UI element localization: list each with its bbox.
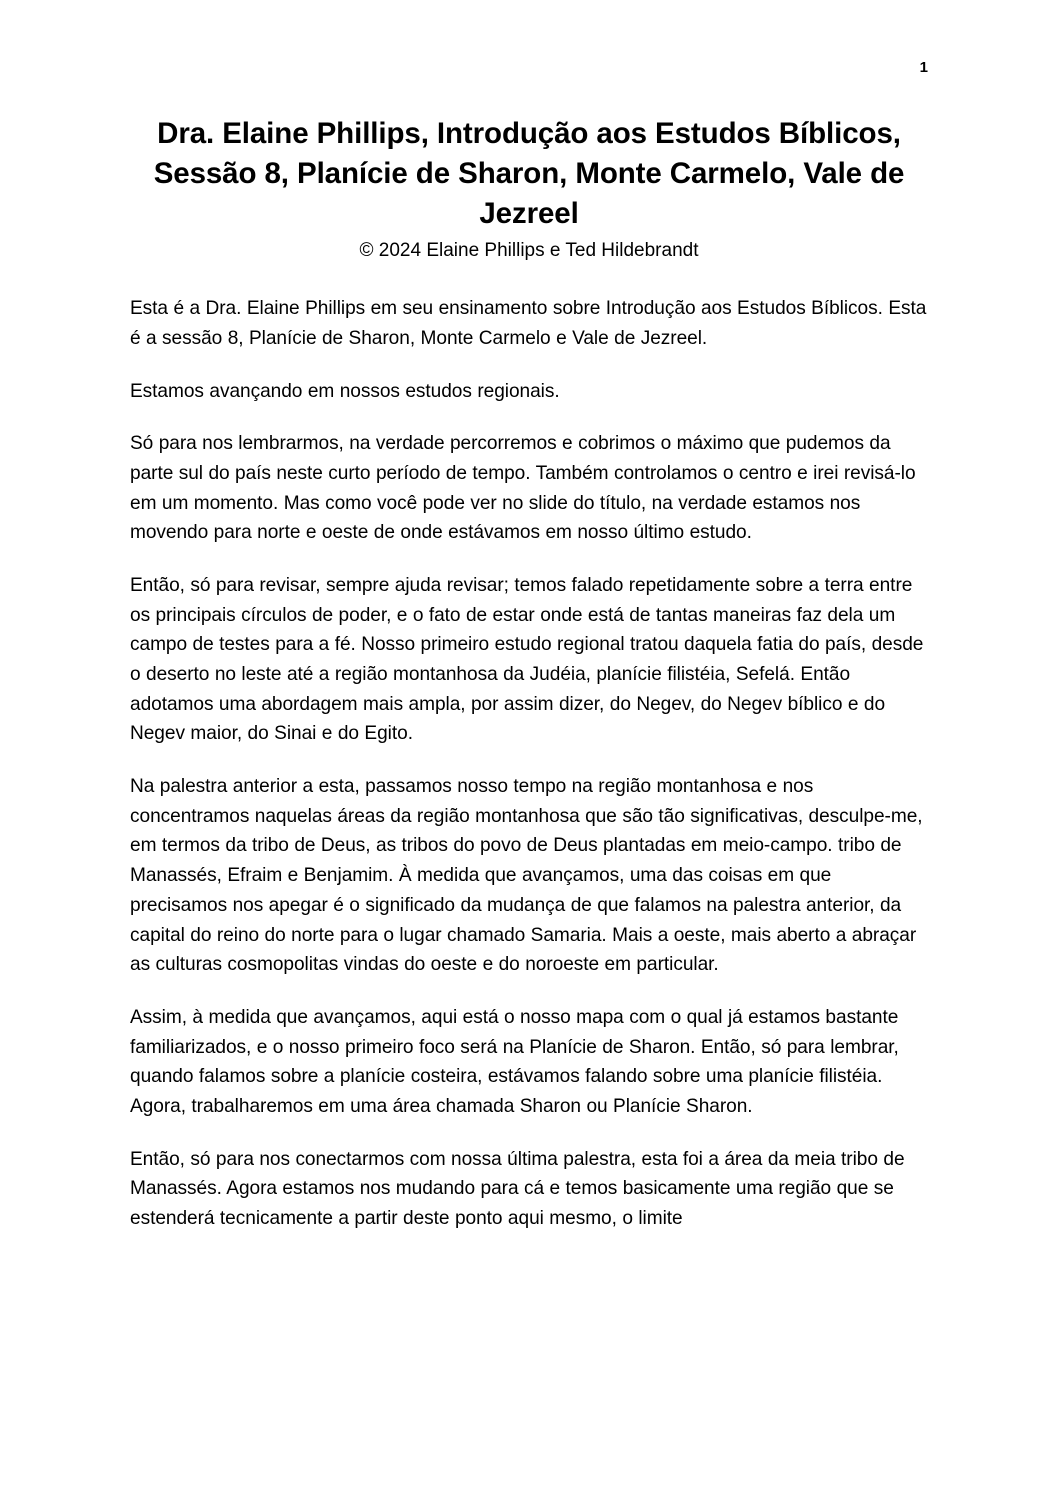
page-title: Dra. Elaine Phillips, Introdução aos Estudos Bíblicos, Sessão 8, Planície de Sharon, Monte Carmelo, Vale de Jezreel — [153, 117, 905, 230]
body-text — [130, 294, 928, 1234]
paragraph: Na palestra anterior a esta, passamos nosso tempo na região montanhosa e nos concentramos naquelas áreas da região montanhosa que são tão significativas, desculpe-me, em termos da tribo de Deus, as tribos do povo de Deus plantadas em meio-campo. tribo de Manassés, Efraim e Benjamim. À medida que avançamos, uma das coisas em que precisamos nos apegar é o significado da mudança de que falamos na palestra anterior, da capital do reino do norte para o lugar chamado Samaria. Mais a oeste, mais aberto a abraçar as culturas cosmopolitas vindas do oeste e do noroeste em particular. — [130, 776, 923, 976]
paragraph: Então, só para nos conectarmos com nossa última palestra, esta foi a área da meia tribo de Manassés. Agora estamos nos mudando para cá e temos basicamente uma região que se estenderá tecnicamente a partir deste ponto aqui mesmo, o limite — [130, 1148, 905, 1229]
paragraph: Então, só para revisar, sempre ajuda revisar; temos falado repetidamente sobre a terra entre os principais círculos de poder, e o fato de estar onde está de tantas maneiras faz dela um campo de testes para a fé. Nosso primeiro estudo regional tratou daquela fatia do país, desde o deserto no leste até a região montanhosa da Judéia, planície filistéia, Sefelá. Então adotamos uma abordagem mais ampla, por assim dizer, do Negev, do Negev bíblico e do Negev maior, do Sinai e do Egito. — [130, 574, 924, 745]
paragraph: Assim, à medida que avançamos, aqui está o nosso mapa com o qual já estamos bastante familiarizados, e o nosso primeiro foco será na Planície de Sharon. Então, só para lembrar, quando falamos sobre a planície costeira, estávamos falando sobre uma planície filistéia. Agora, trabalharemos em uma área chamada Sharon ou Planície Sharon. — [130, 1006, 899, 1117]
paragraph: Esta é a Dra. Elaine Phillips em seu ensinamento sobre Introdução aos Estudos Bíblicos. Esta é a sessão 8, Planície de Sharon, Monte Carmelo e Vale de Jezreel. — [130, 298, 927, 349]
copyright-line: © 2024 Elaine Phillips e Ted Hildebrandt — [359, 240, 699, 262]
page-number: 1 — [919, 59, 928, 76]
paragraph: Só para nos lembrarmos, na verdade percorremos e cobrimos o máximo que pudemos da parte sul do país neste curto período de tempo. Também controlamos o centro e irei revisá-lo em um momento. Mas como você pode ver no slide do título, na verdade estamos nos movendo para norte e oeste de onde estávamos em nosso último estudo. — [130, 433, 916, 544]
paragraph: Estamos avançando em nossos estudos regionais. — [130, 380, 560, 402]
